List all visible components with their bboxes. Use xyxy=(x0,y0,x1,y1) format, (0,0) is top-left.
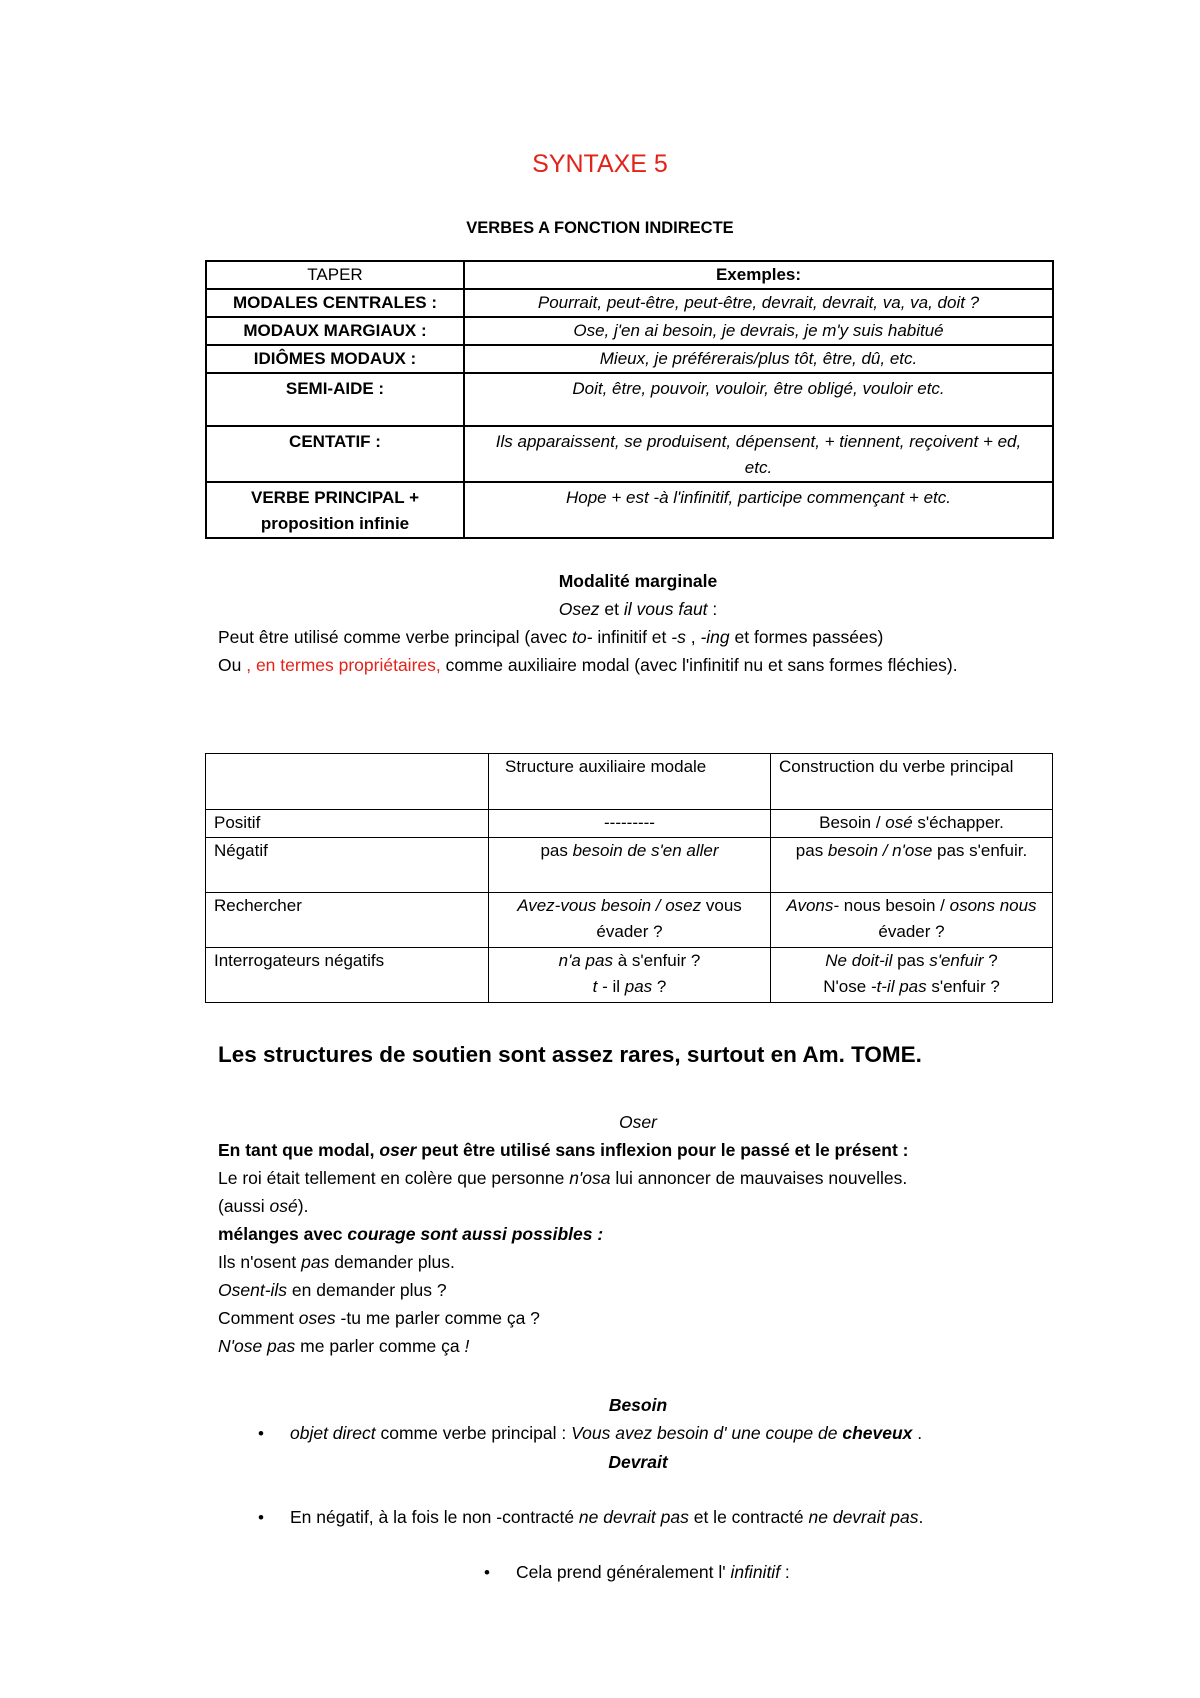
table-row xyxy=(206,373,1053,426)
cell-modal: Avez-vous besoin / osez vous évader ? xyxy=(489,893,771,948)
row-label: Interrogateurs négatifs xyxy=(206,948,489,1003)
page-title: SYNTAXE 5 xyxy=(532,150,668,178)
bullet-icon: • xyxy=(484,1563,490,1582)
header-type: TAPER xyxy=(206,261,464,289)
row-type: MODAUX MARGIAUX : xyxy=(206,317,464,345)
marginal-subheading: Osez et il vous faut : xyxy=(558,599,718,619)
table-row xyxy=(206,482,1053,538)
besoin-bullet: • objet direct comme verbe principal : Vous avez besoin d' une coupe de cheveux . xyxy=(290,1420,1050,1447)
cell-modal: n'a pas à s'enfuir ? t - il pas ? xyxy=(489,948,771,1003)
marginal-paragraph-1: Peut être utilisé comme verbe principal (avec to- infinitif et -s , -ing et formes passées) xyxy=(218,627,884,647)
row-label: Négatif xyxy=(206,838,489,893)
row-type: MODALES CENTRALES : xyxy=(206,289,464,317)
marginal-heading: Modalité marginale xyxy=(558,571,718,591)
cell-main-verb: pas besoin / n'ose pas s'enfuir. xyxy=(771,838,1053,893)
row-type: VERBE PRINCIPAL + proposition infinie xyxy=(206,482,464,538)
row-examples: Doit, être, pouvoir, vouloir, être obligé, vouloir etc. xyxy=(464,373,1053,426)
cell-main-verb: Avons- nous besoin / osons nous évader ? xyxy=(771,893,1053,948)
oser-line-5: Ils n'osent pas demander plus. xyxy=(218,1252,455,1272)
marginal-paragraph-2: Ou , en termes propriétaires, comme auxiliaire modal (avec l'infinitif nu et sans formes fléchies). xyxy=(218,655,958,675)
oser-line-2: Le roi était tellement en colère que personne n'osa lui annoncer de mauvaises nouvelles. xyxy=(218,1168,908,1188)
table-row xyxy=(206,426,1053,482)
header-main-verb: Construction du verbe principal xyxy=(771,754,1053,810)
devrait-bullet-2: • Cela prend généralement l' infinitif : xyxy=(516,1559,1036,1586)
verb-types-table xyxy=(205,260,1054,539)
row-label: Positif xyxy=(206,810,489,838)
oser-line-8: N'ose pas me parler comme ça ! xyxy=(218,1336,470,1356)
table-row xyxy=(206,345,1053,373)
row-type: IDIÔMES MODAUX : xyxy=(206,345,464,373)
oser-line-4: mélanges avec courage sont aussi possibles : xyxy=(218,1224,604,1244)
devrait-bullet-1: • En négatif, à la fois le non -contracté ne devrait pas et le contracté ne devrait pas. xyxy=(290,1504,1050,1531)
oser-line-7: Comment oses -tu me parler comme ça ? xyxy=(218,1308,540,1328)
bullet-icon: • xyxy=(258,1508,264,1527)
cell-modal: --------- xyxy=(489,810,771,838)
devrait-heading: Devrait xyxy=(608,1452,668,1472)
table-row xyxy=(206,893,1053,948)
page-subtitle: VERBES A FONCTION INDIRECTE xyxy=(466,219,734,237)
bullet-icon: • xyxy=(258,1424,264,1443)
table-header-row xyxy=(206,754,1053,810)
table-row xyxy=(206,317,1053,345)
row-examples: Ose, j'en ai besoin, je devrais, je m'y suis habitué xyxy=(464,317,1053,345)
row-examples: Pourrait, peut-être, peut-être, devrait, devrait, va, va, doit ? xyxy=(464,289,1053,317)
besoin-heading: Besoin xyxy=(608,1395,668,1415)
table-row xyxy=(206,838,1053,893)
table-row xyxy=(206,810,1053,838)
header-empty xyxy=(206,754,489,810)
row-examples: Ils apparaissent, se produisent, dépensent, + tiennent, reçoivent + ed, etc. xyxy=(464,426,1053,482)
cell-main-verb: Besoin / osé s'échapper. xyxy=(771,810,1053,838)
support-heading: Les structures de soutien sont assez rares, surtout en Am. TOME. xyxy=(218,1042,922,1067)
oser-line-3: (aussi osé). xyxy=(218,1196,309,1216)
row-type: SEMI-AIDE : xyxy=(206,373,464,426)
table-row xyxy=(206,948,1053,1003)
header-examples: Exemples: xyxy=(464,261,1053,289)
row-type: CENTATIF : xyxy=(206,426,464,482)
table-row xyxy=(206,289,1053,317)
cell-modal: pas besoin de s'en aller xyxy=(489,838,771,893)
header-modal-structure: Structure auxiliaire modale xyxy=(489,754,771,810)
row-examples: Mieux, je préférerais/plus tôt, être, dû, etc. xyxy=(464,345,1053,373)
table-header-row xyxy=(206,261,1053,289)
oser-line-1: En tant que modal, oser peut être utilisé sans inflexion pour le passé et le présent : xyxy=(218,1140,909,1160)
oser-line-6: Osent-ils en demander plus ? xyxy=(218,1280,447,1300)
marginal-modal-table xyxy=(205,753,1053,1003)
row-examples: Hope + est -à l'infinitif, participe commençant + etc. xyxy=(464,482,1053,538)
row-label: Rechercher xyxy=(206,893,489,948)
cell-main-verb: Ne doit-il pas s'enfuir ? N'ose -t-il pas s'enfuir ? xyxy=(771,948,1053,1003)
oser-heading: Oser xyxy=(619,1112,657,1132)
